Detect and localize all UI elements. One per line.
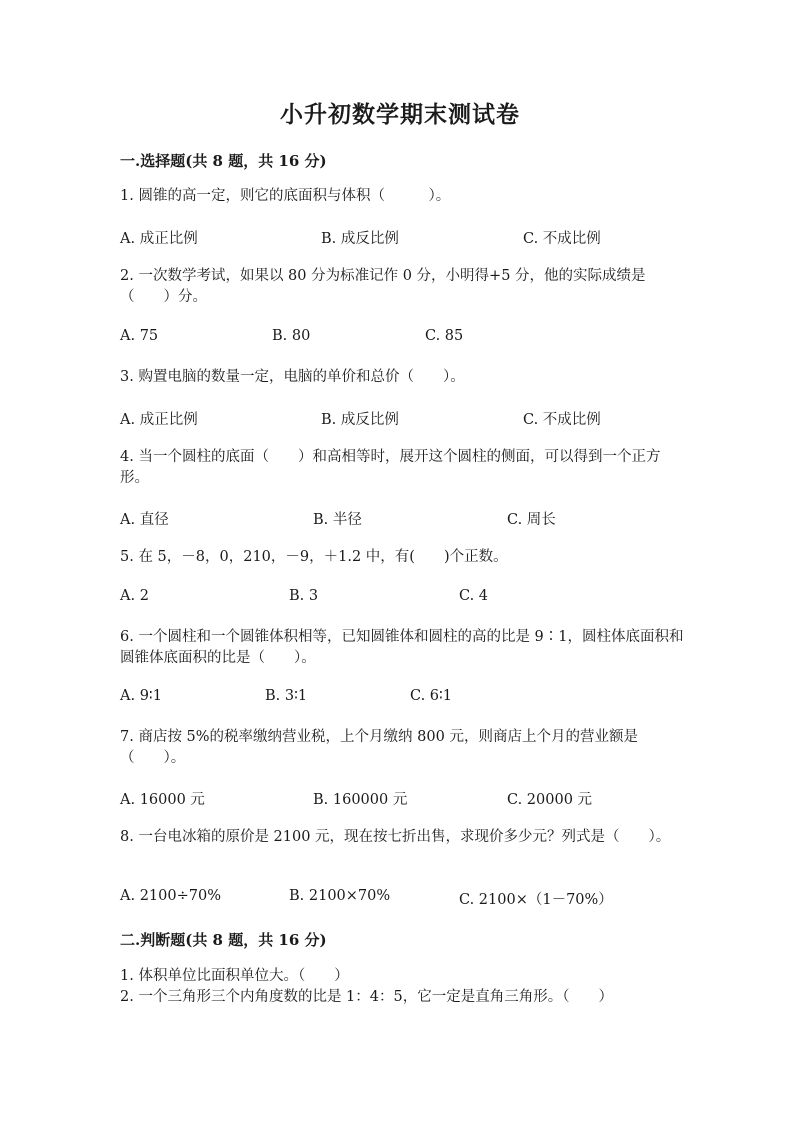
question-6-option-a: A. 9∶1 xyxy=(120,688,162,704)
question-2-option-c: C. 85 xyxy=(425,328,464,344)
question-7-option-c: C. 20000 元 xyxy=(507,792,593,808)
page-title: 小升初数学期末测试卷 xyxy=(280,101,520,128)
question-1-option-a: A. 成正比例 xyxy=(120,231,198,247)
question-5-option-b: B. 3 xyxy=(289,588,319,604)
question-8-option-a: A. 2100÷70% xyxy=(120,888,221,904)
question-7: 7. 商店按 5%的税率缴纳营业税，上个月缴纳 800 元，则商店上个月的营业额是（ ）。 xyxy=(120,729,638,766)
question-8-option-b: B. 2100×70% xyxy=(289,888,391,904)
question-4-option-c: C. 周长 xyxy=(507,512,556,528)
question-4: 4. 当一个圆柱的底面（ ）和高相等时，展开这个圆柱的侧面，可以得到一个正方形。 xyxy=(120,449,661,486)
question-5-option-a: A. 2 xyxy=(120,588,149,604)
question-3-option-b: B. 成反比例 xyxy=(321,412,399,428)
question-4-option-a: A. 直径 xyxy=(120,512,169,528)
question-5-option-c: C. 4 xyxy=(459,588,489,604)
judgment-question-1: 1. 体积单位比面积单位大。（ ） xyxy=(120,968,349,984)
question-4-option-b: B. 半径 xyxy=(313,512,362,528)
question-7-option-a: A. 16000 元 xyxy=(120,792,205,808)
question-8-option-c: C. 2100×（1－70%） xyxy=(459,892,613,908)
question-6-option-c: C. 6∶1 xyxy=(410,688,453,704)
section-heading-judgment: 二.判断题(共 8 题，共 16 分) xyxy=(120,931,327,949)
question-8: 8. 一台电冰箱的原价是 2100 元，现在按七折出售，求现价多少元？列式是（ ）。 xyxy=(120,829,671,845)
judgment-question-2: 2. 一个三角形三个内角度数的比是 1：4：5，它一定是直角三角形。（ ） xyxy=(120,989,613,1005)
section-heading-choice: 一.选择题(共 8 题，共 16 分) xyxy=(120,152,327,170)
question-5: 5. 在 5，－8，0，210，－9，＋1.2 中，有( )个正数。 xyxy=(120,549,508,565)
question-3: 3. 购置电脑的数量一定，电脑的单价和总价（ ）。 xyxy=(120,369,465,385)
question-7-option-b: B. 160000 元 xyxy=(313,792,408,808)
question-1-option-b: B. 成反比例 xyxy=(321,231,399,247)
question-1-option-c: C. 不成比例 xyxy=(523,231,601,247)
question-3-option-a: A. 成正比例 xyxy=(120,412,198,428)
question-2-option-b: B. 80 xyxy=(272,328,311,344)
question-3-option-c: C. 不成比例 xyxy=(523,412,601,428)
question-6-option-b: B. 3∶1 xyxy=(265,688,308,704)
question-6: 6. 一个圆柱和一个圆锥体积相等，已知圆锥体和圆柱的高的比是 9∶1，圆柱体底面积和圆锥体底面积的比是（ ）。 xyxy=(120,629,684,666)
question-2: 2. 一次数学考试，如果以 80 分为标准记作 0 分，小明得+5 分，他的实际成绩是（ ）分。 xyxy=(120,268,646,305)
question-2-option-a: A. 75 xyxy=(120,328,159,344)
question-1: 1. 圆锥的高一定，则它的底面积与体积（ ）。 xyxy=(120,188,451,204)
